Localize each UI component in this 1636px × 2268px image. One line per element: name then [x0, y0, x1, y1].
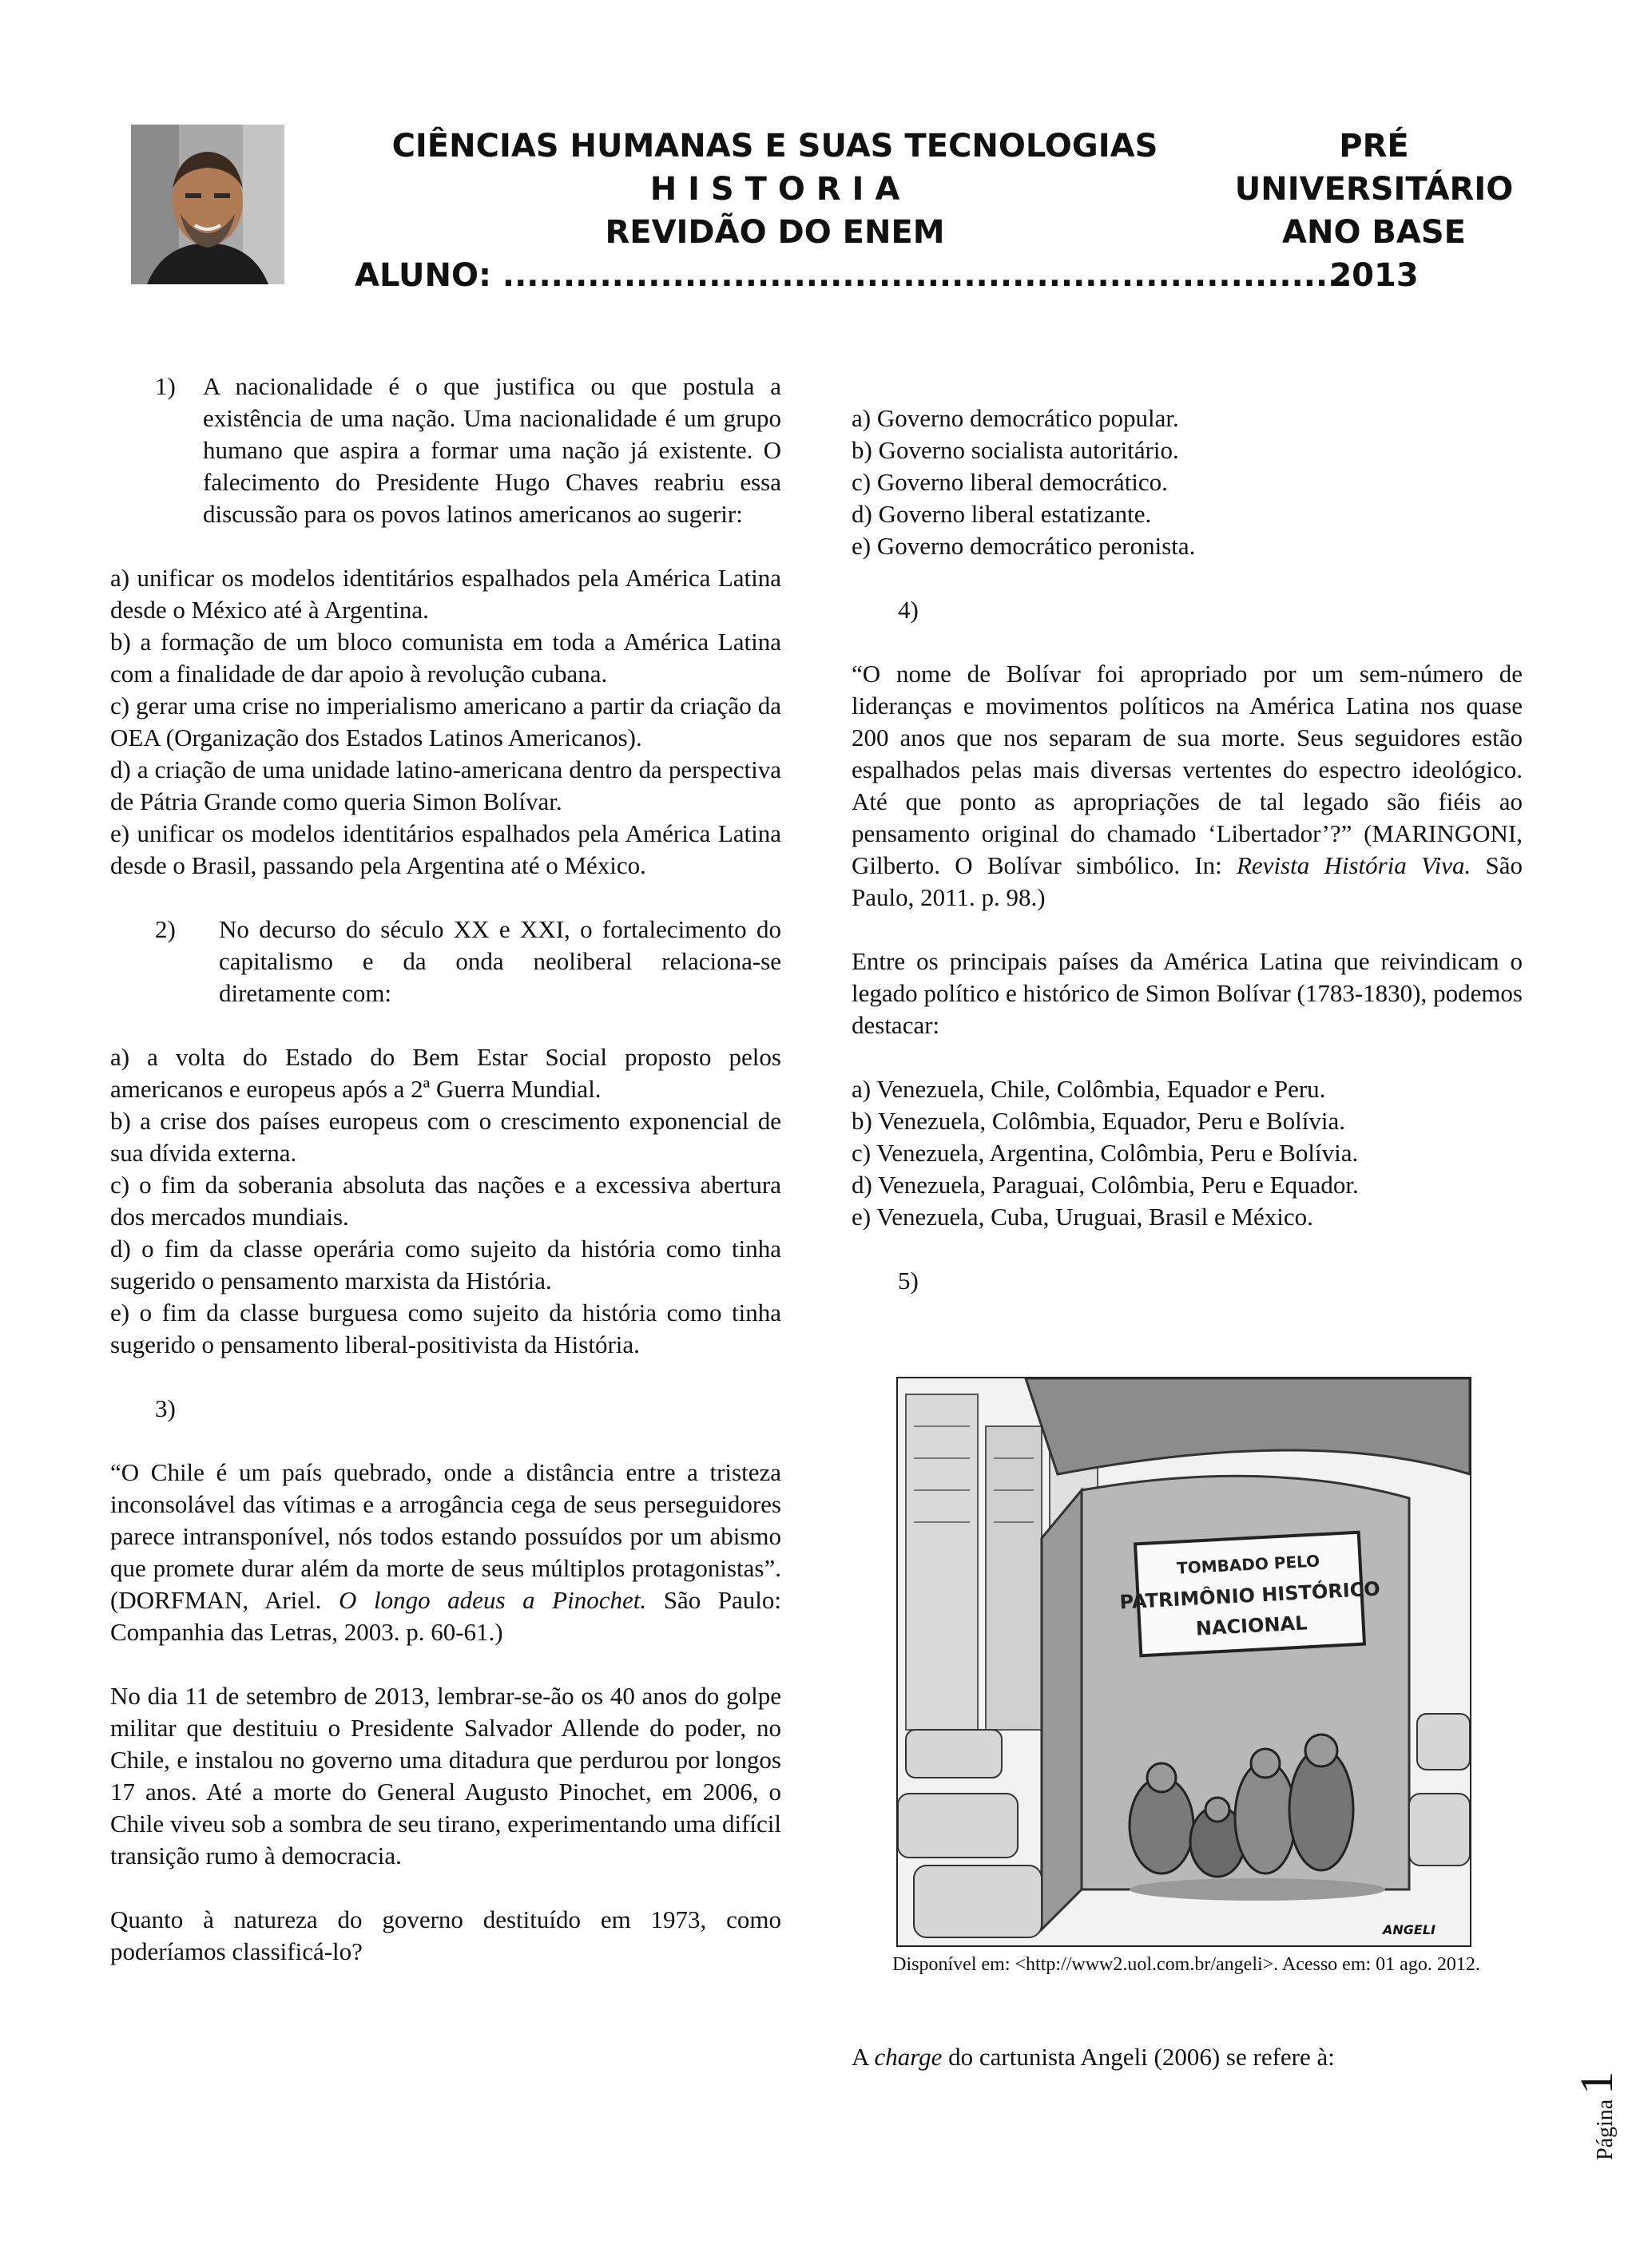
question-3-option-c: c) Governo liberal democrático. [852, 468, 1168, 496]
question-4-option-a: a) Venezuela, Chile, Colômbia, Equador e Peru. [852, 1075, 1326, 1103]
question-2-stem [110, 914, 781, 1009]
question-5-question-post: do cartunista Angeli (2006) se refere à: [948, 2043, 1335, 2071]
right-column [852, 371, 1523, 1297]
question-1-option-c: c) gerar uma crise no imperialismo americano a partir da criação da OEA (Organização dos Estados Latinos Americanos). [110, 692, 781, 751]
question-4-quote-ref: São Paulo, 2011. p. 98.) [852, 851, 1523, 911]
page-number-label [1570, 2064, 1636, 2160]
question-5-question-italic: charge [874, 2043, 943, 2071]
question-1-number: 1) [155, 372, 176, 400]
cartoon-sign-line-1: TOMBADO PELO [1176, 1551, 1320, 1578]
question-4-quote-work: Revista História Viva. [1236, 851, 1471, 879]
left-column [110, 371, 781, 1968]
question-4-question: Entre os principais países da América Latina que reivindicam o legado político e histórico de Simon Bolívar (1783-1830), podemos destacar: [852, 947, 1523, 1039]
question-1-option-d: d) a criação de uma unidade latino-americana dentro da perspectiva de Pátria Grande como queria Simon Bolívar. [110, 755, 781, 815]
question-4-option-b: b) Venezuela, Colômbia, Equador, Peru e Bolívia. [852, 1107, 1346, 1135]
question-3-option-d: d) Governo liberal estatizante. [852, 500, 1152, 528]
header-title-subject: CIÊNCIAS HUMANAS E SUAS TECNOLOGIAS [391, 128, 1158, 165]
question-5-number: 5) [898, 1267, 919, 1295]
question-4-option-c: c) Venezuela, Argentina, Colômbia, Peru e Bolívia. [852, 1139, 1359, 1167]
question-3-quote-main: “O Chile é um país quebrado, onde a distância entre a tristeza inconsolável das vítimas e a arrogância cega de seus perseguidores parece intransponível, nós todos estando possuídos por um abismo que promete durar além da morte de seus múltiplos protagonistas”. (DORFMAN, Ariel. [110, 1458, 781, 1614]
header-right-block [1214, 125, 1534, 297]
question-3-quote-ref: São Paulo: Companhia das Letras, 2003. p. 60-61.) [110, 1586, 782, 1646]
question-2-option-b: b) a crise dos países europeus com o crescimento exponencial de sua dívida externa. [110, 1107, 781, 1167]
question-5-question [852, 2041, 1523, 2073]
header-right-universitario: UNIVERSITÁRIO [1234, 171, 1514, 208]
question-3-option-b: b) Governo socialista autoritário. [852, 436, 1179, 464]
cartoon-signature: ANGELI [1383, 1922, 1435, 1937]
header-right-pre: PRÉ [1339, 128, 1409, 165]
question-3-quote-work: O longo adeus a Pinochet. [339, 1586, 647, 1614]
header-right-ano-base: ANO BASE [1282, 214, 1466, 251]
header-title-discipline: H I S T O R I A [649, 171, 900, 208]
cartoon-sign-line-3: NACIONAL [1195, 1612, 1308, 1640]
author-photo [131, 125, 284, 284]
question-3-context: No dia 11 de setembro de 2013, lembrar-se-ão os 40 anos do golpe militar que destituiu o Presidente Salvador Allende do poder, no Chile, e instalou no governo uma ditadura que perdurou por longos 17 anos. Até a morte do General Augusto Pinochet, em 2006, o Chile viveu sob a sombra de seu tirano, experimentando uma difícil transição rumo à democracia. [110, 1682, 781, 1870]
header-title-block [336, 125, 1214, 254]
question-4-quote-main: “O nome de Bolívar foi apropriado por um sem-número de lideranças e movimentos políticos na América Latina nos quase 200 anos que nos separam de sua morte. Seus seguidores estão espalhados pelas mais diversas vertentes do espectro ideológico. Até que ponto as apropriações de tal legado são fiéis ao pensamento original do chamado ‘Libertador’?” (MARINGONI, Gilberto. O Bolívar simbólico. In: [852, 660, 1523, 879]
page-word: Página [1593, 2099, 1618, 2160]
question-4-option-e: e) Venezuela, Cuba, Uruguai, Brasil e México. [852, 1203, 1313, 1231]
question-2-option-e: e) o fim da classe burguesa como sujeito da história como tinha sugerido o pensamento liberal-positivista da História. [110, 1299, 781, 1358]
question-2-option-a: a) a volta do Estado do Bem Estar Social proposto pelos americanos e europeus após a 2ª Guerra Mundial. [110, 1043, 781, 1103]
question-2-text: No decurso do século XX e XXI, o fortalecimento do capitalismo e da onda neoliberal relaciona-se diretamente com: [219, 915, 781, 1007]
header-title-review: REVIDÃO DO ENEM [605, 214, 945, 251]
cartoon-caption: Disponível em: <http://www2.uol.com.br/angeli>. Acesso em: 01 ago. 2012. [892, 1954, 1480, 1975]
question-5-question-pre: A [852, 2043, 868, 2071]
question-2-option-c: c) o fim da soberania absoluta das nações e a excessiva abertura dos mercados mundiais. [110, 1171, 781, 1231]
question-3-question: Quanto à natureza do governo destituído em 1973, como poderíamos classificá-lo? [110, 1905, 781, 1965]
header-right-year: 2013 [1329, 257, 1419, 294]
question-1-stem [110, 371, 781, 530]
question-4-number: 4) [898, 596, 919, 624]
cartoon-drawing [898, 1378, 1470, 1945]
angeli-cartoon [896, 1377, 1471, 1947]
page-number: 1 [1570, 2071, 1622, 2095]
portrait-image [131, 125, 284, 284]
question-3-option-e: e) Governo democrático peronista. [852, 532, 1196, 560]
question-3-quote [110, 1457, 781, 1648]
question-1-option-e: e) unificar os modelos identitários espalhados pela América Latina desde o Brasil, passando pela Argentina até o México. [110, 819, 781, 879]
student-name-field: ALUNO: ...................................................................... [355, 257, 1352, 294]
question-2-option-d: d) o fim da classe operária como sujeito da história como tinha sugerido o pensamento marxista da História. [110, 1235, 781, 1295]
question-4-option-d: d) Venezuela, Paraguai, Colômbia, Peru e Equador. [852, 1171, 1359, 1199]
question-1-option-a: a) unificar os modelos identitários espalhados pela América Latina desde o México até à Argentina. [110, 564, 781, 624]
question-1-text: A nacionalidade é o que justifica ou que postula a existência de uma nação. Uma nacionalidade é um grupo humano que aspira a formar uma nação já existente. O falecimento do Presidente Hugo Chaves reabriu essa discussão para os povos latinos americanos ao sugerir: [203, 372, 781, 528]
question-3-option-a: a) Governo democrático popular. [852, 404, 1179, 432]
question-4-quote [852, 658, 1523, 914]
question-3-number: 3) [155, 1394, 176, 1422]
question-2-number: 2) [155, 915, 176, 943]
cartoon-sign-line-2: PATRIMÔNIO HISTÓRICO [1118, 1577, 1381, 1614]
question-1-option-b: b) a formação de um bloco comunista em toda a América Latina com a finalidade de dar apoio à revolução cubana. [110, 628, 781, 688]
